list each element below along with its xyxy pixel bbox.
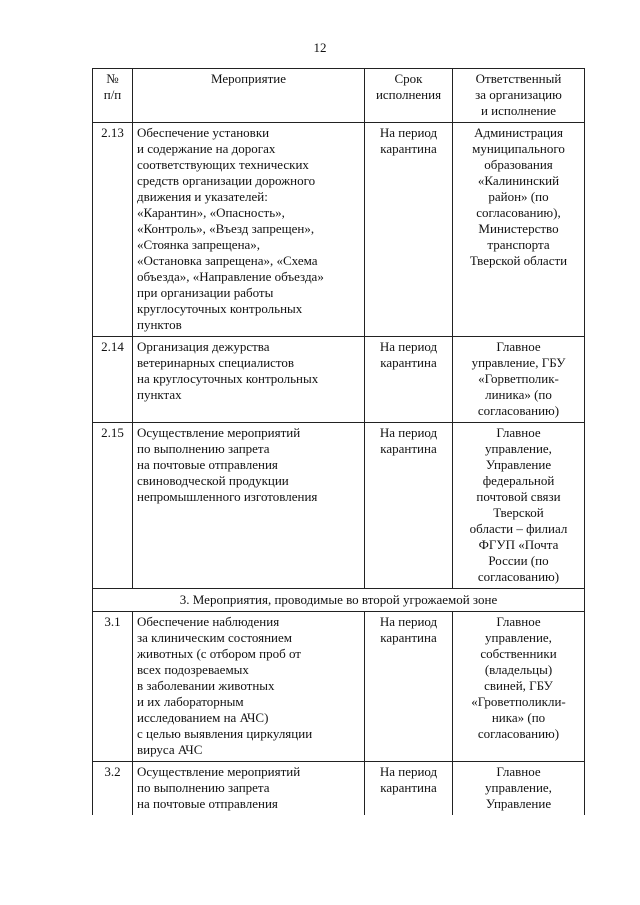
- header-num: № п/п: [93, 69, 133, 123]
- measures-table: [92, 68, 585, 815]
- table-row: [93, 423, 585, 589]
- header-term: Срок исполнения: [365, 69, 453, 123]
- row-responsible: Главное управление, Управление федеральной почтовой связи Тверской области – филиал ФГУП «Почта России (по согласованию): [453, 423, 585, 589]
- page-number: 12: [313, 40, 327, 55]
- row-responsible: Главное управление, Управление: [453, 762, 585, 816]
- table-row: [93, 123, 585, 337]
- row-activity: Обеспечение установки и содержание на дорогах соответствующих технических средств организации дорожного движения и указателей: «Карантин», «Опасность», «Контроль», «Въезд запрещен», «Стоянка запрещена», «Остановка запрещена», «Схема объезда», «Направление объезда» при организации работы круглосуточных контрольных пунктов: [133, 123, 365, 337]
- row-activity: Осуществление мероприятий по выполнению запрета на почтовые отправления: [133, 762, 365, 816]
- row-term: На период карантина: [365, 123, 453, 337]
- table-row: [93, 612, 585, 762]
- section-row: [93, 589, 585, 612]
- row-number: 2.13: [93, 123, 133, 337]
- row-activity: Обеспечение наблюдения за клиническим состоянием животных (с отбором проб от всех подозреваемых в заболевании животных и их лабораторным исследованием на АЧС) с целью выявления циркуляции вируса АЧС: [133, 612, 365, 762]
- row-term: На период карантина: [365, 762, 453, 816]
- section-title: 3. Мероприятия, проводимые во второй угрожаемой зоне: [93, 589, 585, 612]
- row-number: 3.2: [93, 762, 133, 816]
- row-number: 2.15: [93, 423, 133, 589]
- row-responsible: Администрация муниципального образования «Калининский район» (по согласованию), Министерство транспорта Тверской области: [453, 123, 585, 337]
- table-row: [93, 762, 585, 816]
- row-responsible: Главное управление, собственники (владельцы) свиней, ГБУ «Гроветполикли- ника» (по согласованию): [453, 612, 585, 762]
- row-term: На период карантина: [365, 612, 453, 762]
- table-row: [93, 337, 585, 423]
- row-activity: Осуществление мероприятий по выполнению запрета на почтовые отправления свиноводческой продукции непромышленного изготовления: [133, 423, 365, 589]
- row-term: На период карантина: [365, 423, 453, 589]
- row-activity: Организация дежурства ветеринарных специалистов на круглосуточных контрольных пунктах: [133, 337, 365, 423]
- row-number: 2.14: [93, 337, 133, 423]
- header-responsible: Ответственный за организацию и исполнение: [453, 69, 585, 123]
- row-number: 3.1: [93, 612, 133, 762]
- table-header-row: [93, 69, 585, 123]
- header-activity: Мероприятие: [133, 69, 365, 123]
- row-term: На период карантина: [365, 337, 453, 423]
- row-responsible: Главное управление, ГБУ «Горветполик- линика» (по согласованию): [453, 337, 585, 423]
